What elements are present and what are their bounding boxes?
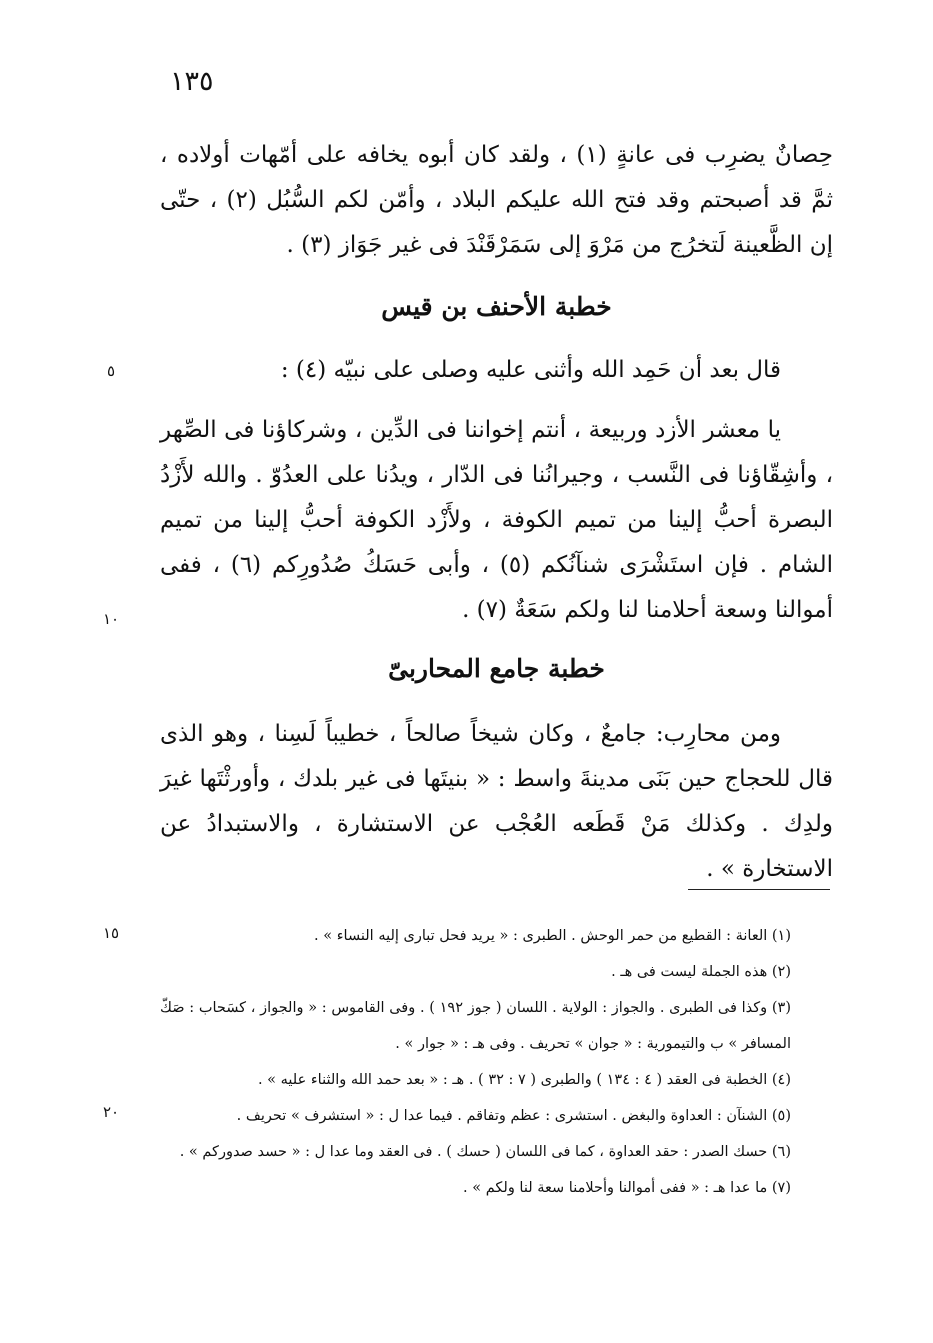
footnote-7: (٧) ما عدا هـ : « ففى أموالنا وأحلامنا سعة لنا ولكم » . xyxy=(463,1180,791,1196)
line-number-20: ٢٠ xyxy=(102,1103,120,1121)
footnote-5: (٥) الشنآن : العداوة والبغض . استشرى : عظم وتفاقم . فيما عدا ل : « استشرف » تحريف . xyxy=(236,1108,791,1124)
line-number-15: ١٥ xyxy=(102,924,120,942)
footnote-divider xyxy=(688,889,830,890)
section-title-ahnaf: خطبة الأحنف بن قيس xyxy=(381,292,612,321)
line-number-5: ٥ xyxy=(106,362,116,380)
footnote-2: (٢) هذه الجملة ليست فى هـ . xyxy=(611,964,791,980)
footnote-4: (٤) الخطبة فى العقد ( ٤ : ١٣٤ ) والطبرى ( ٧ : ٣٢ ) . هـ : « بعد حمد الله والثناء عليه » . xyxy=(257,1072,791,1088)
section-title-jami: خطبة جامع المحاربىّ xyxy=(388,654,605,683)
footnote-1: (١) العانة : القطيع من حمر الوحش . الطبرى : « يريد فحل تبارى إليه النساء » . xyxy=(314,928,791,944)
speech-ahnaf: يا معشر الأزد وربيعة ، أنتم إخواننا فى الدِّين ، وشركاؤنا فى الصِّهر ، وأشِقّاؤنا فى النَّسب ، وجيرانُنا فى الدّار ، ويدُنا على العدُوّ . والله لأَزْدُ البصرة أحبُّ إلينا من تميم الكوفة ، ولأَزْد الكوفة أحبُّ إلينا من تميم الشام . فإن استَشْرَى شنآنُكم (٥) ، وأبى حَسَكُ صُدُورِكم (٦) ، ففى أموالنا وسعة أحلامنا لنا ولكم سَعَةٌ (٧) . xyxy=(160,417,833,623)
footnote-3: (٣) وكذا فى الطبرى . والجواز : الولاية . اللسان ( جوز ١٩٢ ) . وفى القاموس : « والجواز ، كسَحاب : صَكّ المسافر » ب والتيمورية : « جوان » تحريف . وفى هـ : « جوار » . xyxy=(160,1000,791,1052)
section-opening-ahnaf xyxy=(160,348,833,393)
footnotes xyxy=(160,918,833,1206)
intro-paragraph: حِصانٌ يضرِب فى عانةٍ (١) ، ولقد كان أبوه يخافه على أمّهات أولاده ، ثمَّ قد أصبحتم وقد فتح الله عليكم البلاد ، وأمّن لكم السُّبُل (٢) ، حتّى إن الظَّعينة لَتخرُج من مَرْوَ إلى سَمَرْقَنْدَ فى غير جَوَاز (٣) . xyxy=(160,142,833,258)
page-number: ١٣٥ xyxy=(170,66,214,97)
opening-line: قال بعد أن حَمِد الله وأثنى عليه وصلى على نبيّه (٤) : xyxy=(280,357,781,383)
footnote-6: (٦) حسك الصدر : حقد العداوة ، كما فى اللسان ( حسك ) . فى العقد وما عدا ل : « حسد صدوركم » . xyxy=(179,1144,791,1160)
text-jami: ومن محارِب: جامعٌ ، وكان شيخاً صالحاً ، خطيباً لَسِنا ، وهو الذى قال للحجاج حين بَنَى مدينةَ واسط : « بنيتَها فى غير بلدك ، وأورثْتَها غيرَ ولدِك . وكذلك مَنْ قَطَعه العُجْب عن الاستشارة ، والاستبدادُ عن الاستخارة » . xyxy=(160,721,833,882)
line-number-10: ١٠ xyxy=(102,610,120,628)
